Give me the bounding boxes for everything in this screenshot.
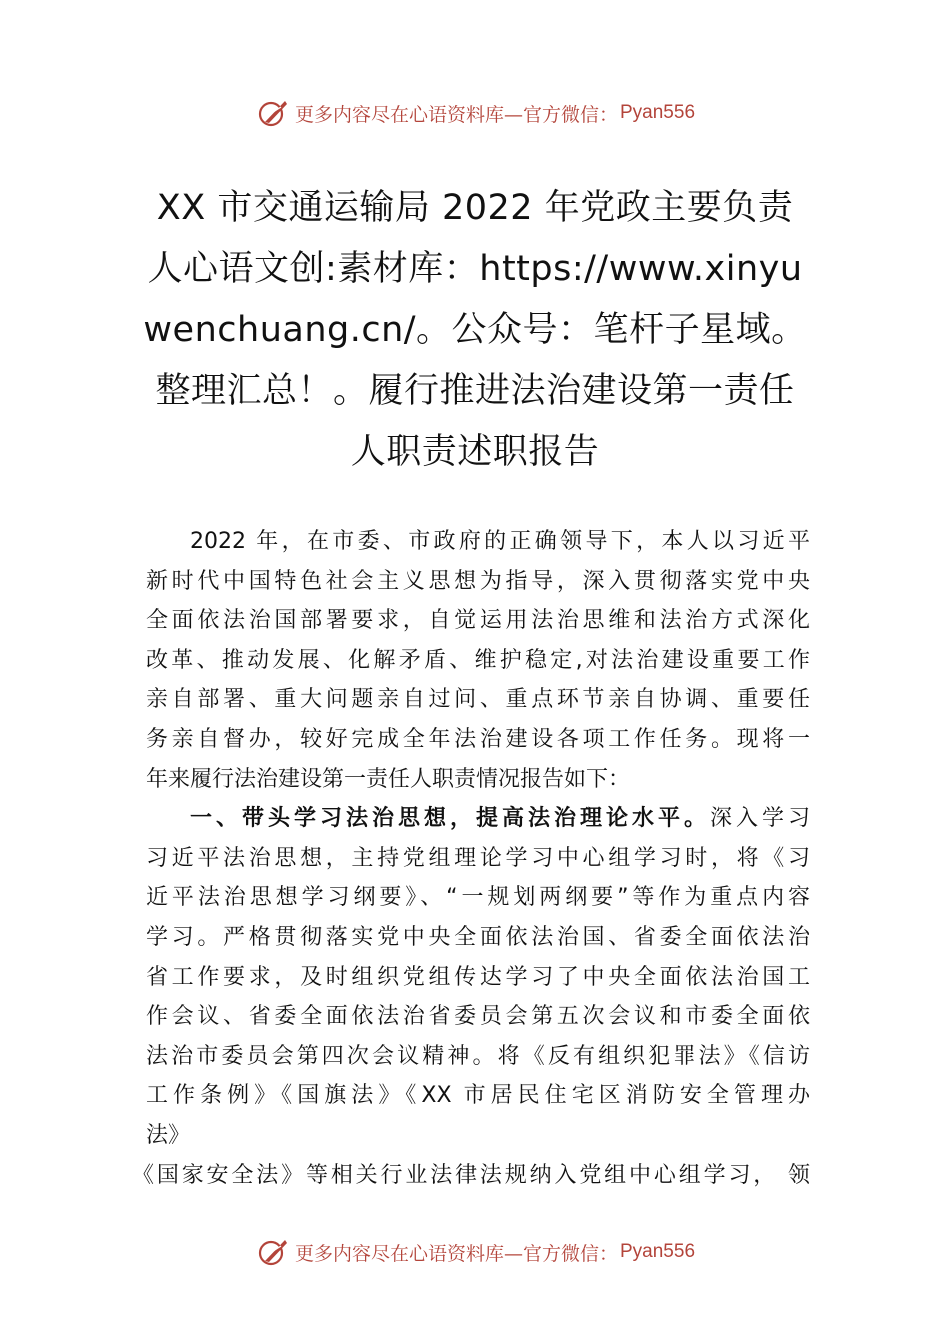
quill-pen-logo-icon <box>255 1234 291 1270</box>
header-banner-text: 更多内容尽在心语资料库—官方微信： <box>294 103 618 126</box>
section-heading-line <box>146 799 810 839</box>
paragraph-line: 省工作要求，及时组织党组传达学习了中央全面依法治国工 <box>146 964 810 990</box>
footer-banner <box>0 1232 950 1272</box>
section-text: 深入学习 <box>709 806 810 832</box>
footer-banner-handle: Pyan556 <box>620 1241 696 1262</box>
paragraph-line: 2022 年，在市委、市政府的正确领导下，本人以习近平 <box>190 529 810 554</box>
paragraph-line: 改革、推动发展、化解矛盾、维护稳定,对法治建设重要工作 <box>146 647 810 673</box>
paragraph-line: 习近平法治思想，主持党组理论学习中心组学习时，将《习 <box>146 845 810 871</box>
section-heading: 一、带头学习法治思想，提高法治理论水平。 <box>190 806 710 832</box>
title-line: XX 市交通运输局 2022 年党政主要负责 <box>156 188 794 228</box>
footer-banner-text: 更多内容尽在心语资料库—官方微信： <box>294 1242 618 1265</box>
paragraph-line: 年来履行法治建设第一责任人职责情况报告如下： <box>146 766 631 792</box>
paragraph-line: 工作条例》《国旗法》《XX 市居民住宅区消防安全管理办 <box>146 1083 810 1109</box>
paragraph-line: 法》 <box>146 1122 191 1148</box>
title-line: 人职责述职报告 <box>350 432 600 472</box>
title-line: 人心语文创:素材库：https://www.xinyu <box>147 249 803 289</box>
paragraph-line: 务亲自督办，较好完成全年法治建设各项工作任务。现将一 <box>146 726 810 752</box>
document-title <box>140 178 810 483</box>
document-body <box>132 522 810 1195</box>
header-banner-handle: Pyan556 <box>620 102 696 123</box>
paragraph-line: 近平法治思想学习纲要》、“一规划两纲要”等作为重点内容 <box>146 885 810 911</box>
paragraph-line: 亲自部署、重大问题亲自过问、重点环节亲自协调、重要任 <box>146 687 810 713</box>
header-banner <box>0 93 950 133</box>
quill-pen-logo-icon <box>255 95 291 131</box>
paragraph-line: 作会议、省委全面依法治省委员会第五次会议和市委全面依 <box>146 1004 810 1030</box>
paragraph-line: 《国家安全法》等相关行业法律法规纳入党组中心组学习， 领 <box>132 1162 810 1188</box>
paragraph-line: 法治市委员会第四次会议精神。将《反有组织犯罪法》《信访 <box>146 1043 810 1069</box>
paragraph-line: 学习。严格贯彻落实党中央全面依法治国、省委全面依法治 <box>146 924 810 950</box>
paragraph-line: 全面依法治国部署要求，自觉运用法治思维和法治方式深化 <box>146 608 810 634</box>
title-line: 整理汇总！。履行推进法治建设第一责任 <box>155 371 795 411</box>
title-line: wenchuang.cn/。公众号：笔杆子星域。 <box>143 310 807 350</box>
paragraph-line: 新时代中国特色社会主义思想为指导，深入贯彻落实党中央 <box>146 568 810 594</box>
